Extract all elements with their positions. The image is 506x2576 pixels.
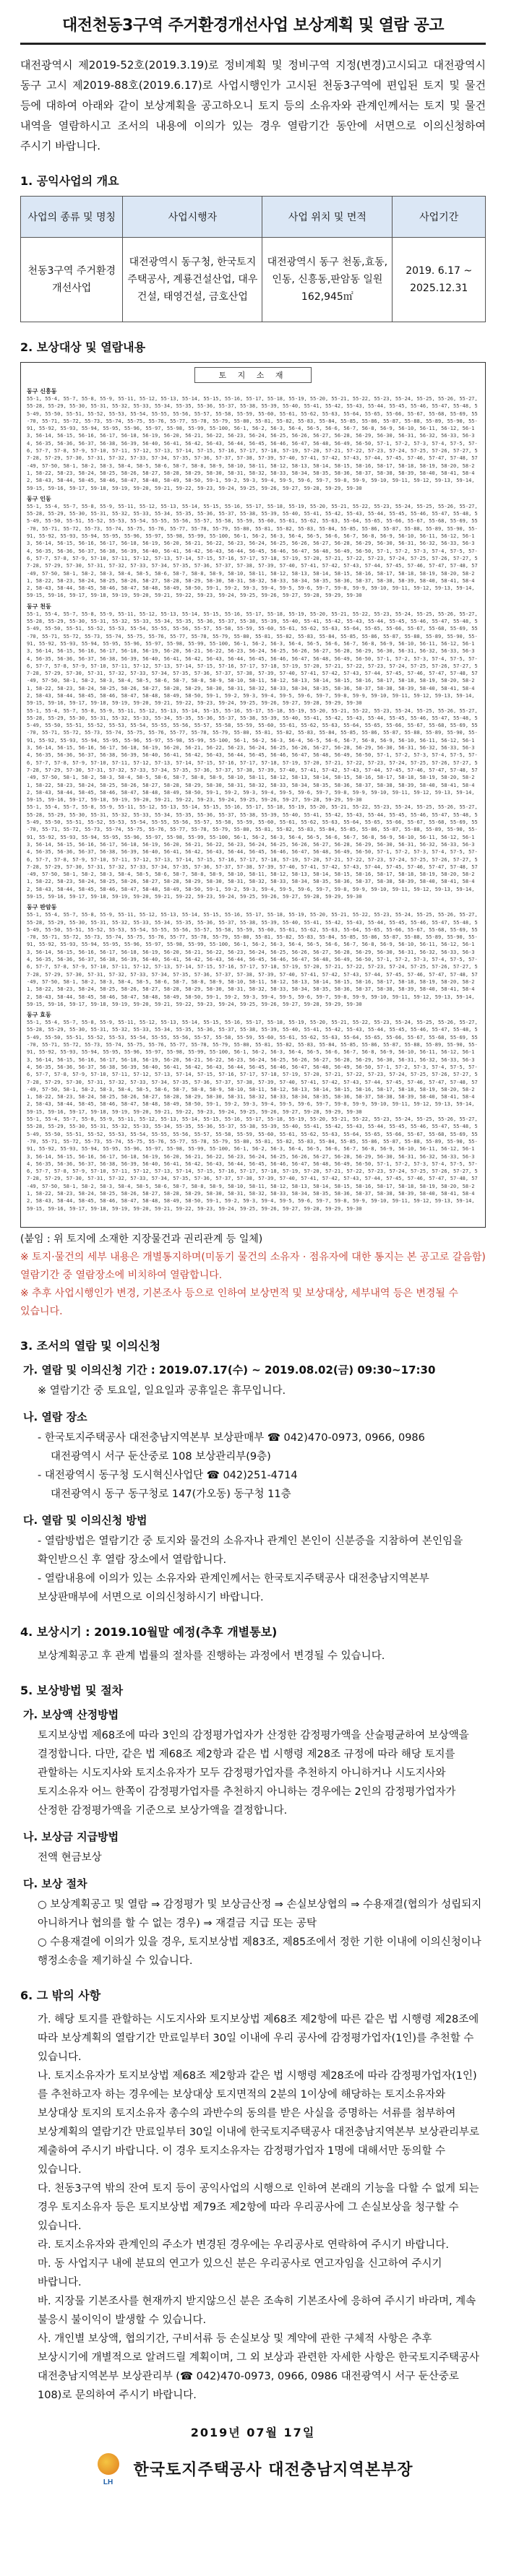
compensation-timing-text: 보상계획공고 후 관계 법률의 절차를 진행하는 과정에서 변경될 수 있습니다.	[38, 1650, 385, 1662]
cell-operator: 대전광역시 동구청, 한국토지주택공사, 계룡건설산업, 대우건설, 태영건설, 금호산업	[123, 238, 262, 322]
district-heading: 동구 효동	[27, 1012, 51, 1019]
valuation-method-heading: 가. 보상액 산정방법	[23, 1708, 119, 1721]
other-item: 다. 천동3구역 밖의 잔여 토지 등이 공익사업의 시행으로 인하여 본래의 기능을 다할 수 없게 되는 경우 토지소유자 등은 토지보상법 제79조 제2항에 따라 우리공사에 그 손실보상을 청구할 수 있습니다.	[38, 2183, 479, 2232]
section-1-heading: 1. 공익사업의 개요	[20, 174, 119, 188]
intro-paragraph: 대전광역시 제2019-52호(2019.3.19)로 정비계획 및 정비구역 지정(변경)고시되고 대전광역시 동구 고시 제2019-88호(2019.6.17)로 사업시행인가 고시된 천동3구역에 편입된 토지 및 물건 등에 대하여 아래와 같이 보상계획을 공고하오니 토지 등의 소유자와 관계인께서는 토지 및 물건 내역을 열람하시고 조서의 내용에 이의가 있는 경우 열람기간 동안에 서면으로 이의신청하여 주시기 바랍니다.	[20, 59, 486, 152]
page-title: 대전천동3구역 주거환경개선사업 보상계획 및 열람 공고	[62, 17, 444, 35]
district-heading: 동구 인동	[27, 495, 51, 502]
issuer-footer	[20, 2453, 486, 2484]
other-item: 사. 개인별 보상액, 협의기간, 구비서류 등 손실보상 및 계약에 관한 구체적 사항은 추후 보상시기에 개별적으로 알려드릴 계획이며, 그 외 보상과 관련한 자세한 사항은 한국토지주택공사 대전충남지역본부 보상관리부 (☎ 042)470-0973, 0966, 0986 대전광역시 서구 둔산중로 108)로 문의하여 주시기 바랍니다.	[38, 2333, 479, 2401]
procedure-flow: ○ 보상계획공고 및 열람 ⇒ 감정평가 및 보상금산정 ⇒ 손실보상협의 ⇒ 수용재결(협의가 성립되지 아니하거나 협의를 할 수 없는 경우) ⇒ 재결금 지급 또는 공탁	[38, 1899, 482, 1929]
inspection-place-heading: 나. 열람 장소	[23, 1410, 87, 1423]
cell-location: 대전광역시 동구 천동,효동,인동, 신흥동,판암동 일원 162,945㎡	[262, 238, 393, 322]
inspection-method-heading: 다. 열람 및 이의신청 방법	[23, 1514, 147, 1527]
valuation-method-text: 토지보상법 제68조에 따라 3인의 감정평가업자가 산정한 감정평가액을 산술평균하여 보상액을 결정합니다. 다만, 같은 법 제68조 제2항과 같은 법 시행령 제28조 규정에 따라 해당 토지를 관할하는 시도지사와 토지소유자가 모두 감정평가업자를 추천하지 아니하거나 시도지사와 토지소유자 어느 한쪽이 감정평가업자를 추천하지 아니하는 경우에는 2인의 감정평가업자가 산정한 감정평가액을 기준으로 보상가액을 결정합니다.	[38, 1730, 469, 1817]
note-line: ※ 토지·물건의 세부 내용은 개별통지하며(미동기 물건의 소유자 · 점유자에 대한 통지는 본 공고로 갈음함) 열람기간 중 열람장소에 비치하여 열람합니다.	[20, 1252, 486, 1281]
attachment-caption: (붙임 : 위 토지에 소재한 지장물건과 권리관계 등 일체)	[20, 1233, 263, 1245]
other-item: 가. 해당 토지를 관할하는 시도지사와 토지보상법 제68조 제2항에 따른 같은 법 시행령 제28조에 따라 보상계획의 열람기간 만료일부터 30일 이내에 우리 공사에 감정평가업자(1인)를 추천할 수 있습니다.	[38, 2014, 479, 2063]
district-heading: 동구 천동	[27, 603, 51, 610]
place-lh: - 한국토지주택공사 대전충남지역본부 보상판매부 ☎ 042)470-0973, 0966, 0986	[38, 1432, 425, 1444]
land-list-box	[20, 362, 486, 1228]
issuer-name: 한국토지주택공사 대전충남지역본부장	[133, 2460, 413, 2479]
title-divider	[20, 43, 486, 45]
inspection-method-1: - 열람방법은 열람기간 중 토지와 물건의 소유자나 관계인 본인이 신분증을 지참하여 본인임을 확인받으신 후 열람 장소에서 열람합니다.	[38, 1535, 463, 1566]
land-parcel-list: 55-1, 55-4, 55-7, 55-8, 55-9, 55-11, 55-12, 55-13, 55-14, 55-15, 55-16, 55-17, 55-18, 55-19, 55-20, 55-21, 55-22, 55-23, 55-24, 55-25, 55-26, 55-27, 55-28, 55-29, 55-30, 55-31, 55-32, 55-33, 55-34, 55-35, 55-36, 55-37, 55-38, 55-39, 55-40, 55-41, 55-42, 55-43, 55-44, 55-45, 55-46, 55-47, 55-48, 55-49, 55-50, 55-51, 55-52, 55-53, 55-54, 55-55, 55-56, 55-57, 55-58, 55-59, 55-60, 55-61, 55-62, 55-63, 55-64, 55-65, 55-66, 55-67, 55-68, 55-69, 55-70, 55-71, 55-72, 55-73, 55-74, 55-75, 55-76, 55-77, 55-78, 55-79, 55-80, 55-81, 55-82, 55-83, 55-84, 55-85, 55-86, 55-87, 55-88, 55-89, 55-90, 55-91, 55-92, 55-93, 55-94, 55-95, 55-96, 55-97, 55-98, 55-99, 55-100, 56-1, 56-2, 56-3, 56-4, 56-5, 56-6, 56-7, 56-8, 56-9, 56-10, 56-11, 56-12, 56-13, 56-14, 56-15, 56-16, 56-17, 56-18, 56-19, 56-20, 56-21, 56-22, 56-23, 56-24, 56-25, 56-26, 56-27, 56-28, 56-29, 56-30, 56-31, 56-32, 56-33, 56-34, 56-35, 56-36, 56-37, 56-38, 56-39, 56-40, 56-41, 56-42, 56-43, 56-44, 56-45, 56-46, 56-47, 56-48, 56-49, 56-50, 57-1, 57-2, 57-3, 57-4, 57-5, 57-6, 57-7, 57-8, 57-9, 57-10, 57-11, 57-12, 57-13, 57-14, 57-15, 57-16, 57-17, 57-18, 57-19, 57-20, 57-21, 57-22, 57-23, 57-24, 57-25, 57-26, 57-27, 57-28, 57-29, 57-30, 57-31, 57-32, 57-33, 57-34, 57-35, 57-36, 57-37, 57-38, 57-39, 57-40, 57-41, 57-42, 57-43, 57-44, 57-45, 57-46, 57-47, 57-48, 57-49, 57-50, 58-1, 58-2, 58-3, 58-4, 58-5, 58-6, 58-7, 58-8, 58-9, 58-10, 58-11, 58-12, 58-13, 58-14, 58-15, 58-16, 58-17, 58-18, 58-19, 58-20, 58-21, 58-22, 58-23, 58-24, 58-25, 58-26, 58-27, 58-28, 58-29, 58-30, 58-31, 58-32, 58-33, 58-34, 58-35, 58-36, 58-37, 58-38, 58-39, 58-40, 58-41, 58-42, 58-43, 58-44, 58-45, 58-46, 58-47, 58-48, 58-49, 58-50, 59-1, 59-2, 59-3, 59-4, 59-5, 59-6, 59-7, 59-8, 59-9, 59-10, 59-11, 59-12, 59-13, 59-14, 59-15, 59-16, 59-17, 59-18, 59-19, 59-20, 59-21, 59-22, 59-23, 59-24, 59-25, 59-26, 59-27, 59-28, 59-29, 59-30	[27, 396, 478, 491]
table-row	[21, 238, 486, 322]
procedure-appeal: ○ 수용재결에 이의가 있을 경우, 토지보상법 제83조, 제85조에서 정한 기한 이내에 이의신청이나 행정소송을 제기하실 수 있습니다.	[38, 1937, 481, 1967]
place-donggu-address: 대전광역시 동구 동구청로 147(가오동) 동구청 11층	[51, 1489, 291, 1500]
place-donggu: - 대전광역시 동구청 도시혁신사업단 ☎ 042)251-4714	[38, 1470, 298, 1481]
col-header-period: 사업기간	[393, 197, 486, 238]
inspection-method-2: - 열람내용에 이의가 있는 소유자와 관계인께서는 한국토지주택공사 대전충남지역본부 보상판매부에 서면으로 이의신청하시기 바랍니다.	[38, 1573, 429, 1603]
land-parcel-list: 55-1, 55-4, 55-7, 55-8, 55-9, 55-11, 55-12, 55-13, 55-14, 55-15, 55-16, 55-17, 55-18, 55-19, 55-20, 55-21, 55-22, 55-23, 55-24, 55-25, 55-26, 55-27, 55-28, 55-29, 55-30, 55-31, 55-32, 55-33, 55-34, 55-35, 55-36, 55-37, 55-38, 55-39, 55-40, 55-41, 55-42, 55-43, 55-44, 55-45, 55-46, 55-47, 55-48, 55-49, 55-50, 55-51, 55-52, 55-53, 55-54, 55-55, 55-56, 55-57, 55-58, 55-59, 55-60, 55-61, 55-62, 55-63, 55-64, 55-65, 55-66, 55-67, 55-68, 55-69, 55-70, 55-71, 55-72, 55-73, 55-74, 55-75, 55-76, 55-77, 55-78, 55-79, 55-80, 55-81, 55-82, 55-83, 55-84, 55-85, 55-86, 55-87, 55-88, 55-89, 55-90, 55-91, 55-92, 55-93, 55-94, 55-95, 55-96, 55-97, 55-98, 55-99, 55-100, 56-1, 56-2, 56-3, 56-4, 56-5, 56-6, 56-7, 56-8, 56-9, 56-10, 56-11, 56-12, 56-13, 56-14, 56-15, 56-16, 56-17, 56-18, 56-19, 56-20, 56-21, 56-22, 56-23, 56-24, 56-25, 56-26, 56-27, 56-28, 56-29, 56-30, 56-31, 56-32, 56-33, 56-34, 56-35, 56-36, 56-37, 56-38, 56-39, 56-40, 56-41, 56-42, 56-43, 56-44, 56-45, 56-46, 56-47, 56-48, 56-49, 56-50, 57-1, 57-2, 57-3, 57-4, 57-5, 57-6, 57-7, 57-8, 57-9, 57-10, 57-11, 57-12, 57-13, 57-14, 57-15, 57-16, 57-17, 57-18, 57-19, 57-20, 57-21, 57-22, 57-23, 57-24, 57-25, 57-26, 57-27, 57-28, 57-29, 57-30, 57-31, 57-32, 57-33, 57-34, 57-35, 57-36, 57-37, 57-38, 57-39, 57-40, 57-41, 57-42, 57-43, 57-44, 57-45, 57-46, 57-47, 57-48, 57-49, 57-50, 58-1, 58-2, 58-3, 58-4, 58-5, 58-6, 58-7, 58-8, 58-9, 58-10, 58-11, 58-12, 58-13, 58-14, 58-15, 58-16, 58-17, 58-18, 58-19, 58-20, 58-21, 58-22, 58-23, 58-24, 58-25, 58-26, 58-27, 58-28, 58-29, 58-30, 58-31, 58-32, 58-33, 58-34, 58-35, 58-36, 58-37, 58-38, 58-39, 58-40, 58-41, 58-42, 58-43, 58-44, 58-45, 58-46, 58-47, 58-48, 58-49, 58-50, 59-1, 59-2, 59-3, 59-4, 59-5, 59-6, 59-7, 59-8, 59-9, 59-10, 59-11, 59-12, 59-13, 59-14, 59-15, 59-16, 59-17, 59-18, 59-19, 59-20, 59-21, 59-22, 59-23, 59-24, 59-25, 59-26, 59-27, 59-28, 59-29, 59-30	[27, 707, 478, 804]
note-line: ※ 추후 사업시행인가 변경, 기본조사 등으로 인하여 보상면적 및 보상대상, 세부내역 등은 변경될 수 있습니다.	[20, 1288, 458, 1317]
logo-text: LH	[103, 2478, 113, 2486]
other-item: 바. 지장물 기본조사를 현재까지 받지않으신 분은 조속히 기본조사에 응하여 주시기 바라며, 계속 불응시 불이익이 발생할 수 있습니다.	[38, 2296, 476, 2326]
land-parcel-list: 55-1, 55-4, 55-7, 55-8, 55-9, 55-11, 55-12, 55-13, 55-14, 55-15, 55-16, 55-17, 55-18, 55-19, 55-20, 55-21, 55-22, 55-23, 55-24, 55-25, 55-26, 55-27, 55-28, 55-29, 55-30, 55-31, 55-32, 55-33, 55-34, 55-35, 55-36, 55-37, 55-38, 55-39, 55-40, 55-41, 55-42, 55-43, 55-44, 55-45, 55-46, 55-47, 55-48, 55-49, 55-50, 55-51, 55-52, 55-53, 55-54, 55-55, 55-56, 55-57, 55-58, 55-59, 55-60, 55-61, 55-62, 55-63, 55-64, 55-65, 55-66, 55-67, 55-68, 55-69, 55-70, 55-71, 55-72, 55-73, 55-74, 55-75, 55-76, 55-77, 55-78, 55-79, 55-80, 55-81, 55-82, 55-83, 55-84, 55-85, 55-86, 55-87, 55-88, 55-89, 55-90, 55-91, 55-92, 55-93, 55-94, 55-95, 55-96, 55-97, 55-98, 55-99, 55-100, 56-1, 56-2, 56-3, 56-4, 56-5, 56-6, 56-7, 56-8, 56-9, 56-10, 56-11, 56-12, 56-13, 56-14, 56-15, 56-16, 56-17, 56-18, 56-19, 56-20, 56-21, 56-22, 56-23, 56-24, 56-25, 56-26, 56-27, 56-28, 56-29, 56-30, 56-31, 56-32, 56-33, 56-34, 56-35, 56-36, 56-37, 56-38, 56-39, 56-40, 56-41, 56-42, 56-43, 56-44, 56-45, 56-46, 56-47, 56-48, 56-49, 56-50, 57-1, 57-2, 57-3, 57-4, 57-5, 57-6, 57-7, 57-8, 57-9, 57-10, 57-11, 57-12, 57-13, 57-14, 57-15, 57-16, 57-17, 57-18, 57-19, 57-20, 57-21, 57-22, 57-23, 57-24, 57-25, 57-26, 57-27, 57-28, 57-29, 57-30, 57-31, 57-32, 57-33, 57-34, 57-35, 57-36, 57-37, 57-38, 57-39, 57-40, 57-41, 57-42, 57-43, 57-44, 57-45, 57-46, 57-47, 57-48, 57-49, 57-50, 58-1, 58-2, 58-3, 58-4, 58-5, 58-6, 58-7, 58-8, 58-9, 58-10, 58-11, 58-12, 58-13, 58-14, 58-15, 58-16, 58-17, 58-18, 58-19, 58-20, 58-21, 58-22, 58-23, 58-24, 58-25, 58-26, 58-27, 58-28, 58-29, 58-30, 58-31, 58-32, 58-33, 58-34, 58-35, 58-36, 58-37, 58-38, 58-39, 58-40, 58-41, 58-42, 58-43, 58-44, 58-45, 58-46, 58-47, 58-48, 58-49, 58-50, 59-1, 59-2, 59-3, 59-4, 59-5, 59-6, 59-7, 59-8, 59-9, 59-10, 59-11, 59-12, 59-13, 59-14, 59-15, 59-16, 59-17, 59-18, 59-19, 59-20, 59-21, 59-22, 59-23, 59-24, 59-25, 59-26, 59-27, 59-28, 59-29, 59-30	[27, 503, 478, 599]
section-6-heading: 6. 그 밖의 사항	[20, 1989, 101, 2002]
lh-logo-icon	[93, 2453, 124, 2484]
project-overview-table	[20, 196, 486, 322]
col-header-operator: 사업시행자	[123, 197, 262, 238]
cell-type: 천동3구역 주거환경개선사업	[21, 238, 123, 322]
section-2-heading: 2. 보상대상 및 열람내용	[20, 340, 146, 354]
district-heading: 동구 신흥동	[27, 388, 57, 395]
holiday-note: ※ 열람기간 중 토요일, 일요일과 공휴일은 휴무입니다.	[38, 1385, 286, 1397]
notice-date: 2019년 07월 17일	[190, 2426, 316, 2439]
other-item: 마. 동 사업지구 내에 분묘의 연고가 있으신 분은 우리공사로 연고자임을 신고하여 주시기 바랍니다.	[38, 2258, 442, 2288]
payment-method-text: 전액 현금보상	[38, 1852, 102, 1864]
land-parcel-list: 55-1, 55-4, 55-7, 55-8, 55-9, 55-11, 55-12, 55-13, 55-14, 55-15, 55-16, 55-17, 55-18, 55-19, 55-20, 55-21, 55-22, 55-23, 55-24, 55-25, 55-26, 55-27, 55-28, 55-29, 55-30, 55-31, 55-32, 55-33, 55-34, 55-35, 55-36, 55-37, 55-38, 55-39, 55-40, 55-41, 55-42, 55-43, 55-44, 55-45, 55-46, 55-47, 55-48, 55-49, 55-50, 55-51, 55-52, 55-53, 55-54, 55-55, 55-56, 55-57, 55-58, 55-59, 55-60, 55-61, 55-62, 55-63, 55-64, 55-65, 55-66, 55-67, 55-68, 55-69, 55-70, 55-71, 55-72, 55-73, 55-74, 55-75, 55-76, 55-77, 55-78, 55-79, 55-80, 55-81, 55-82, 55-83, 55-84, 55-85, 55-86, 55-87, 55-88, 55-89, 55-90, 55-91, 55-92, 55-93, 55-94, 55-95, 55-96, 55-97, 55-98, 55-99, 55-100, 56-1, 56-2, 56-3, 56-4, 56-5, 56-6, 56-7, 56-8, 56-9, 56-10, 56-11, 56-12, 56-13, 56-14, 56-15, 56-16, 56-17, 56-18, 56-19, 56-20, 56-21, 56-22, 56-23, 56-24, 56-25, 56-26, 56-27, 56-28, 56-29, 56-30, 56-31, 56-32, 56-33, 56-34, 56-35, 56-36, 56-37, 56-38, 56-39, 56-40, 56-41, 56-42, 56-43, 56-44, 56-45, 56-46, 56-47, 56-48, 56-49, 56-50, 57-1, 57-2, 57-3, 57-4, 57-5, 57-6, 57-7, 57-8, 57-9, 57-10, 57-11, 57-12, 57-13, 57-14, 57-15, 57-16, 57-17, 57-18, 57-19, 57-20, 57-21, 57-22, 57-23, 57-24, 57-25, 57-26, 57-27, 57-28, 57-29, 57-30, 57-31, 57-32, 57-33, 57-34, 57-35, 57-36, 57-37, 57-38, 57-39, 57-40, 57-41, 57-42, 57-43, 57-44, 57-45, 57-46, 57-47, 57-48, 57-49, 57-50, 58-1, 58-2, 58-3, 58-4, 58-5, 58-6, 58-7, 58-8, 58-9, 58-10, 58-11, 58-12, 58-13, 58-14, 58-15, 58-16, 58-17, 58-18, 58-19, 58-20, 58-21, 58-22, 58-23, 58-24, 58-25, 58-26, 58-27, 58-28, 58-29, 58-30, 58-31, 58-32, 58-33, 58-34, 58-35, 58-36, 58-37, 58-38, 58-39, 58-40, 58-41, 58-42, 58-43, 58-44, 58-45, 58-46, 58-47, 58-48, 58-49, 58-50, 59-1, 59-2, 59-3, 59-4, 59-5, 59-6, 59-7, 59-8, 59-9, 59-10, 59-11, 59-12, 59-13, 59-14, 59-15, 59-16, 59-17, 59-18, 59-19, 59-20, 59-21, 59-22, 59-23, 59-24, 59-25, 59-26, 59-27, 59-28, 59-29, 59-30	[27, 1020, 478, 1115]
section-4-heading: 4. 보상시기 : 2019.10월말 예정(추후 개별통보)	[20, 1625, 278, 1639]
section-5-heading: 5. 보상방법 및 절차	[20, 1684, 124, 1697]
land-parcel-list: 55-1, 55-4, 55-7, 55-8, 55-9, 55-11, 55-12, 55-13, 55-14, 55-15, 55-16, 55-17, 55-18, 55-19, 55-20, 55-21, 55-22, 55-23, 55-24, 55-25, 55-26, 55-27, 55-28, 55-29, 55-30, 55-31, 55-32, 55-33, 55-34, 55-35, 55-36, 55-37, 55-38, 55-39, 55-40, 55-41, 55-42, 55-43, 55-44, 55-45, 55-46, 55-47, 55-48, 55-49, 55-50, 55-51, 55-52, 55-53, 55-54, 55-55, 55-56, 55-57, 55-58, 55-59, 55-60, 55-61, 55-62, 55-63, 55-64, 55-65, 55-66, 55-67, 55-68, 55-69, 55-70, 55-71, 55-72, 55-73, 55-74, 55-75, 55-76, 55-77, 55-78, 55-79, 55-80, 55-81, 55-82, 55-83, 55-84, 55-85, 55-86, 55-87, 55-88, 55-89, 55-90, 55-91, 55-92, 55-93, 55-94, 55-95, 55-96, 55-97, 55-98, 55-99, 55-100, 56-1, 56-2, 56-3, 56-4, 56-5, 56-6, 56-7, 56-8, 56-9, 56-10, 56-11, 56-12, 56-13, 56-14, 56-15, 56-16, 56-17, 56-18, 56-19, 56-20, 56-21, 56-22, 56-23, 56-24, 56-25, 56-26, 56-27, 56-28, 56-29, 56-30, 56-31, 56-32, 56-33, 56-34, 56-35, 56-36, 56-37, 56-38, 56-39, 56-40, 56-41, 56-42, 56-43, 56-44, 56-45, 56-46, 56-47, 56-48, 56-49, 56-50, 57-1, 57-2, 57-3, 57-4, 57-5, 57-6, 57-7, 57-8, 57-9, 57-10, 57-11, 57-12, 57-13, 57-14, 57-15, 57-16, 57-17, 57-18, 57-19, 57-20, 57-21, 57-22, 57-23, 57-24, 57-25, 57-26, 57-27, 57-28, 57-29, 57-30, 57-31, 57-32, 57-33, 57-34, 57-35, 57-36, 57-37, 57-38, 57-39, 57-40, 57-41, 57-42, 57-43, 57-44, 57-45, 57-46, 57-47, 57-48, 57-49, 57-50, 58-1, 58-2, 58-3, 58-4, 58-5, 58-6, 58-7, 58-8, 58-9, 58-10, 58-11, 58-12, 58-13, 58-14, 58-15, 58-16, 58-17, 58-18, 58-19, 58-20, 58-21, 58-22, 58-23, 58-24, 58-25, 58-26, 58-27, 58-28, 58-29, 58-30, 58-31, 58-32, 58-33, 58-34, 58-35, 58-36, 58-37, 58-38, 58-39, 58-40, 58-41, 58-42, 58-43, 58-44, 58-45, 58-46, 58-47, 58-48, 58-49, 58-50, 59-1, 59-2, 59-3, 59-4, 59-5, 59-6, 59-7, 59-8, 59-9, 59-10, 59-11, 59-12, 59-13, 59-14, 59-15, 59-16, 59-17, 59-18, 59-19, 59-20, 59-21, 59-22, 59-23, 59-24, 59-25, 59-26, 59-27, 59-28, 59-29, 59-30	[27, 611, 478, 707]
other-item: 라. 토지소유자와 관계인의 주소가 변경된 경우에는 우리공사로 연락하여 주시기 바랍니다.	[38, 2239, 449, 2251]
section-3-heading: 3. 조서의 열람 및 이의신청	[20, 1339, 161, 1353]
land-parcel-list: 55-1, 55-4, 55-7, 55-8, 55-9, 55-11, 55-12, 55-13, 55-14, 55-15, 55-16, 55-17, 55-18, 55-19, 55-20, 55-21, 55-22, 55-23, 55-24, 55-25, 55-26, 55-27, 55-28, 55-29, 55-30, 55-31, 55-32, 55-33, 55-34, 55-35, 55-36, 55-37, 55-38, 55-39, 55-40, 55-41, 55-42, 55-43, 55-44, 55-45, 55-46, 55-47, 55-48, 55-49, 55-50, 55-51, 55-52, 55-53, 55-54, 55-55, 55-56, 55-57, 55-58, 55-59, 55-60, 55-61, 55-62, 55-63, 55-64, 55-65, 55-66, 55-67, 55-68, 55-69, 55-70, 55-71, 55-72, 55-73, 55-74, 55-75, 55-76, 55-77, 55-78, 55-79, 55-80, 55-81, 55-82, 55-83, 55-84, 55-85, 55-86, 55-87, 55-88, 55-89, 55-90, 55-91, 55-92, 55-93, 55-94, 55-95, 55-96, 55-97, 55-98, 55-99, 55-100, 56-1, 56-2, 56-3, 56-4, 56-5, 56-6, 56-7, 56-8, 56-9, 56-10, 56-11, 56-12, 56-13, 56-14, 56-15, 56-16, 56-17, 56-18, 56-19, 56-20, 56-21, 56-22, 56-23, 56-24, 56-25, 56-26, 56-27, 56-28, 56-29, 56-30, 56-31, 56-32, 56-33, 56-34, 56-35, 56-36, 56-37, 56-38, 56-39, 56-40, 56-41, 56-42, 56-43, 56-44, 56-45, 56-46, 56-47, 56-48, 56-49, 56-50, 57-1, 57-2, 57-3, 57-4, 57-5, 57-6, 57-7, 57-8, 57-9, 57-10, 57-11, 57-12, 57-13, 57-14, 57-15, 57-16, 57-17, 57-18, 57-19, 57-20, 57-21, 57-22, 57-23, 57-24, 57-25, 57-26, 57-27, 57-28, 57-29, 57-30, 57-31, 57-32, 57-33, 57-34, 57-35, 57-36, 57-37, 57-38, 57-39, 57-40, 57-41, 57-42, 57-43, 57-44, 57-45, 57-46, 57-47, 57-48, 57-49, 57-50, 58-1, 58-2, 58-3, 58-4, 58-5, 58-6, 58-7, 58-8, 58-9, 58-10, 58-11, 58-12, 58-13, 58-14, 58-15, 58-16, 58-17, 58-18, 58-19, 58-20, 58-21, 58-22, 58-23, 58-24, 58-25, 58-26, 58-27, 58-28, 58-29, 58-30, 58-31, 58-32, 58-33, 58-34, 58-35, 58-36, 58-37, 58-38, 58-39, 58-40, 58-41, 58-42, 58-43, 58-44, 58-45, 58-46, 58-47, 58-48, 58-49, 58-50, 59-1, 59-2, 59-3, 59-4, 59-5, 59-6, 59-7, 59-8, 59-9, 59-10, 59-11, 59-12, 59-13, 59-14, 59-15, 59-16, 59-17, 59-18, 59-19, 59-20, 59-21, 59-22, 59-23, 59-24, 59-25, 59-26, 59-27, 59-28, 59-29, 59-30	[27, 1116, 478, 1212]
land-parcel-list: 55-1, 55-4, 55-7, 55-8, 55-9, 55-11, 55-12, 55-13, 55-14, 55-15, 55-16, 55-17, 55-18, 55-19, 55-20, 55-21, 55-22, 55-23, 55-24, 55-25, 55-26, 55-27, 55-28, 55-29, 55-30, 55-31, 55-32, 55-33, 55-34, 55-35, 55-36, 55-37, 55-38, 55-39, 55-40, 55-41, 55-42, 55-43, 55-44, 55-45, 55-46, 55-47, 55-48, 55-49, 55-50, 55-51, 55-52, 55-53, 55-54, 55-55, 55-56, 55-57, 55-58, 55-59, 55-60, 55-61, 55-62, 55-63, 55-64, 55-65, 55-66, 55-67, 55-68, 55-69, 55-70, 55-71, 55-72, 55-73, 55-74, 55-75, 55-76, 55-77, 55-78, 55-79, 55-80, 55-81, 55-82, 55-83, 55-84, 55-85, 55-86, 55-87, 55-88, 55-89, 55-90, 55-91, 55-92, 55-93, 55-94, 55-95, 55-96, 55-97, 55-98, 55-99, 55-100, 56-1, 56-2, 56-3, 56-4, 56-5, 56-6, 56-7, 56-8, 56-9, 56-10, 56-11, 56-12, 56-13, 56-14, 56-15, 56-16, 56-17, 56-18, 56-19, 56-20, 56-21, 56-22, 56-23, 56-24, 56-25, 56-26, 56-27, 56-28, 56-29, 56-30, 56-31, 56-32, 56-33, 56-34, 56-35, 56-36, 56-37, 56-38, 56-39, 56-40, 56-41, 56-42, 56-43, 56-44, 56-45, 56-46, 56-47, 56-48, 56-49, 56-50, 57-1, 57-2, 57-3, 57-4, 57-5, 57-6, 57-7, 57-8, 57-9, 57-10, 57-11, 57-12, 57-13, 57-14, 57-15, 57-16, 57-17, 57-18, 57-19, 57-20, 57-21, 57-22, 57-23, 57-24, 57-25, 57-26, 57-27, 57-28, 57-29, 57-30, 57-31, 57-32, 57-33, 57-34, 57-35, 57-36, 57-37, 57-38, 57-39, 57-40, 57-41, 57-42, 57-43, 57-44, 57-45, 57-46, 57-47, 57-48, 57-49, 57-50, 58-1, 58-2, 58-3, 58-4, 58-5, 58-6, 58-7, 58-8, 58-9, 58-10, 58-11, 58-12, 58-13, 58-14, 58-15, 58-16, 58-17, 58-18, 58-19, 58-20, 58-21, 58-22, 58-23, 58-24, 58-25, 58-26, 58-27, 58-28, 58-29, 58-30, 58-31, 58-32, 58-33, 58-34, 58-35, 58-36, 58-37, 58-38, 58-39, 58-40, 58-41, 58-42, 58-43, 58-44, 58-45, 58-46, 58-47, 58-48, 58-49, 58-50, 59-1, 59-2, 59-3, 59-4, 59-5, 59-6, 59-7, 59-8, 59-9, 59-10, 59-11, 59-12, 59-13, 59-14, 59-15, 59-16, 59-17, 59-18, 59-19, 59-20, 59-21, 59-22, 59-23, 59-24, 59-25, 59-26, 59-27, 59-28, 59-29, 59-30	[27, 804, 478, 900]
land-parcel-list: 55-1, 55-4, 55-7, 55-8, 55-9, 55-11, 55-12, 55-13, 55-14, 55-15, 55-16, 55-17, 55-18, 55-19, 55-20, 55-21, 55-22, 55-23, 55-24, 55-25, 55-26, 55-27, 55-28, 55-29, 55-30, 55-31, 55-32, 55-33, 55-34, 55-35, 55-36, 55-37, 55-38, 55-39, 55-40, 55-41, 55-42, 55-43, 55-44, 55-45, 55-46, 55-47, 55-48, 55-49, 55-50, 55-51, 55-52, 55-53, 55-54, 55-55, 55-56, 55-57, 55-58, 55-59, 55-60, 55-61, 55-62, 55-63, 55-64, 55-65, 55-66, 55-67, 55-68, 55-69, 55-70, 55-71, 55-72, 55-73, 55-74, 55-75, 55-76, 55-77, 55-78, 55-79, 55-80, 55-81, 55-82, 55-83, 55-84, 55-85, 55-86, 55-87, 55-88, 55-89, 55-90, 55-91, 55-92, 55-93, 55-94, 55-95, 55-96, 55-97, 55-98, 55-99, 55-100, 56-1, 56-2, 56-3, 56-4, 56-5, 56-6, 56-7, 56-8, 56-9, 56-10, 56-11, 56-12, 56-13, 56-14, 56-15, 56-16, 56-17, 56-18, 56-19, 56-20, 56-21, 56-22, 56-23, 56-24, 56-25, 56-26, 56-27, 56-28, 56-29, 56-30, 56-31, 56-32, 56-33, 56-34, 56-35, 56-36, 56-37, 56-38, 56-39, 56-40, 56-41, 56-42, 56-43, 56-44, 56-45, 56-46, 56-47, 56-48, 56-49, 56-50, 57-1, 57-2, 57-3, 57-4, 57-5, 57-6, 57-7, 57-8, 57-9, 57-10, 57-11, 57-12, 57-13, 57-14, 57-15, 57-16, 57-17, 57-18, 57-19, 57-20, 57-21, 57-22, 57-23, 57-24, 57-25, 57-26, 57-27, 57-28, 57-29, 57-30, 57-31, 57-32, 57-33, 57-34, 57-35, 57-36, 57-37, 57-38, 57-39, 57-40, 57-41, 57-42, 57-43, 57-44, 57-45, 57-46, 57-47, 57-48, 57-49, 57-50, 58-1, 58-2, 58-3, 58-4, 58-5, 58-6, 58-7, 58-8, 58-9, 58-10, 58-11, 58-12, 58-13, 58-14, 58-15, 58-16, 58-17, 58-18, 58-19, 58-20, 58-21, 58-22, 58-23, 58-24, 58-25, 58-26, 58-27, 58-28, 58-29, 58-30, 58-31, 58-32, 58-33, 58-34, 58-35, 58-36, 58-37, 58-38, 58-39, 58-40, 58-41, 58-42, 58-43, 58-44, 58-45, 58-46, 58-47, 58-48, 58-49, 58-50, 59-1, 59-2, 59-3, 59-4, 59-5, 59-6, 59-7, 59-8, 59-9, 59-10, 59-11, 59-12, 59-13, 59-14, 59-15, 59-16, 59-17, 59-18, 59-19, 59-20, 59-21, 59-22, 59-23, 59-24, 59-25, 59-26, 59-27, 59-28, 59-29, 59-30	[27, 912, 478, 1007]
district-heading: 동구 판암동	[27, 904, 57, 911]
payment-method-heading: 나. 보상금 지급방법	[23, 1830, 119, 1843]
other-item: 나. 토지소유자가 토지보상법 제68조 제2항과 같은 법 시행령 제28조에 따라 감정평가업자(1인)를 추천하고자 하는 경우에는 보상대상 토지면적의 2분의 1이상에 해당하는 토지소유자와 보상대상 토지의 토지소유자 총수의 과반수의 동의를 받은 사실을 증명하는 서류를 첨부하여 보상계획의 열람기간 만료일부터 30일 이내에 한국토지주택공사 대전충남지역본부 보상관리부로 제출하여 주시기 바랍니다. 이 경우 토지소유자는 감정평가업자 1명에 대해서만 동의할 수 있습니다.	[38, 2070, 479, 2176]
col-header-type: 사업의 종류 및 명칭	[21, 197, 123, 238]
col-header-location: 사업 위치 및 면적	[262, 197, 393, 238]
inspection-period: 가. 열람 및 이의신청 기간 : 2019.07.17(수) ~ 2019.08.02(금) 09:30~17:30	[23, 1364, 436, 1377]
land-list-title: 토 지 소 재	[194, 367, 312, 383]
cell-period: 2019. 6.17 ~ 2025.12.31	[393, 238, 486, 322]
place-lh-address: 대전광역시 서구 둔산중로 108 보상관리부(9층)	[51, 1451, 271, 1463]
procedure-heading: 다. 보상 절차	[23, 1877, 87, 1890]
